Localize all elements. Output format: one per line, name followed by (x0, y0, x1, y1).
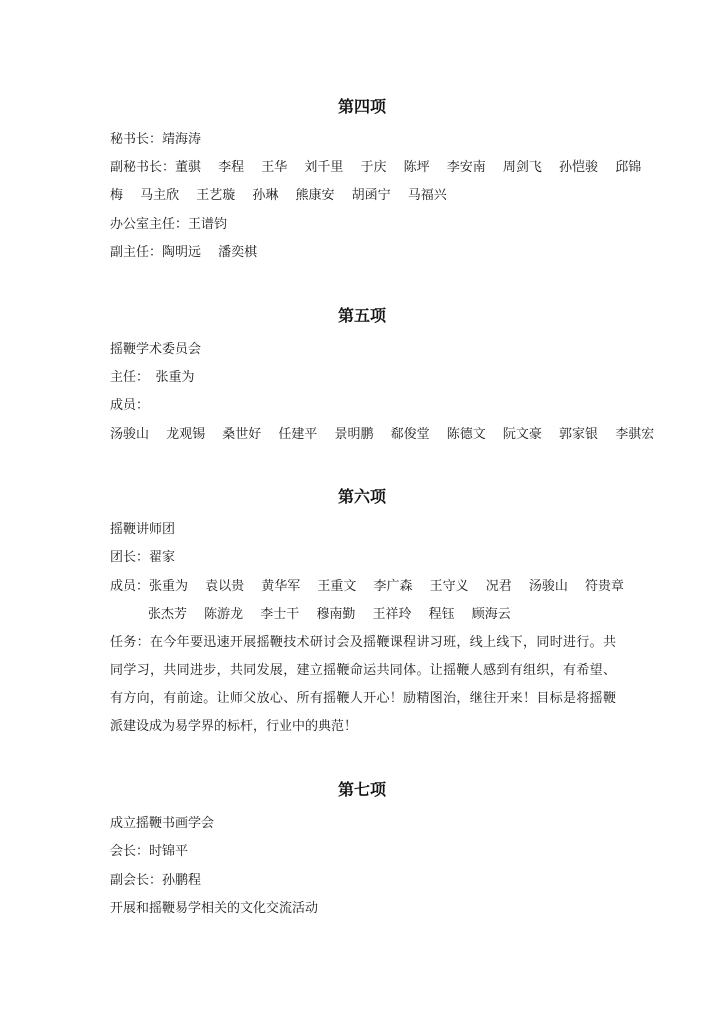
society-vice-president: 副会长：孙鹏程 (110, 873, 202, 888)
section-heading-5: 第五项 (337, 306, 386, 325)
group-task-paragraph: 任务：在今年要迅速开展摇鞭技术研讨会及摇鞭课程讲习班，线上线下，同时进行。共同学习，共同进步，共同发展，建立摇鞭命运共同体。让摇鞭人感到有组织，有希望、有方向，有前途。让师父放心、所有摇鞭人开心！励精图治，继往开来！目标是将摇鞭派建设成为易学界的标杆，行业中的典范！ (110, 635, 616, 734)
section-heading-7: 第七项 (337, 780, 386, 799)
lecturer-group: 摇鞭讲师团 (110, 522, 176, 537)
calligraphy-society: 成立摇鞭书画学会 (110, 816, 215, 831)
secretary-general: 秘书长：靖海涛 (110, 132, 202, 147)
deputy-secretaries-line1: 副秘书长：董骐 李程 王华 刘千里 于庆 陈坪 李安南 周剑飞 孙恺骏 邱锦 (110, 160, 642, 175)
society-activity: 开展和摇鞭易学相关的文化交流活动 (110, 901, 319, 916)
committee-members: 汤骏山 龙观锡 桑世好 任建平 景明鹏 郗俊堂 陈德文 阮文豪 郭家银 李骐宏 (110, 427, 655, 442)
group-members-line1: 成员：张重为 袁以贵 黄华军 王重文 李广森 王守义 况君 汤骏山 符贵章 (110, 579, 625, 594)
committee-chair: 主任： 张重为 (110, 370, 195, 385)
section-heading-4: 第四项 (337, 97, 386, 116)
office-director: 办公室主任：王谱钧 (110, 217, 228, 232)
deputy-secretaries-line2: 梅 马主欣 王艺璇 孙琳 熊康安 胡函宁 马福兴 (110, 188, 447, 203)
group-members-line2: 张杰芳 陈游龙 李士干 穆南勤 王祥玲 程钰 顾海云 (148, 607, 511, 622)
group-leader: 团长：翟家 (110, 550, 176, 565)
academic-committee: 摇鞭学术委员会 (110, 342, 202, 357)
section-heading-6: 第六项 (337, 487, 386, 506)
committee-members-label: 成员： (110, 398, 150, 413)
deputy-director: 副主任：陶明远 潘奕棋 (110, 245, 258, 260)
society-president: 会长：时锦平 (110, 844, 189, 859)
